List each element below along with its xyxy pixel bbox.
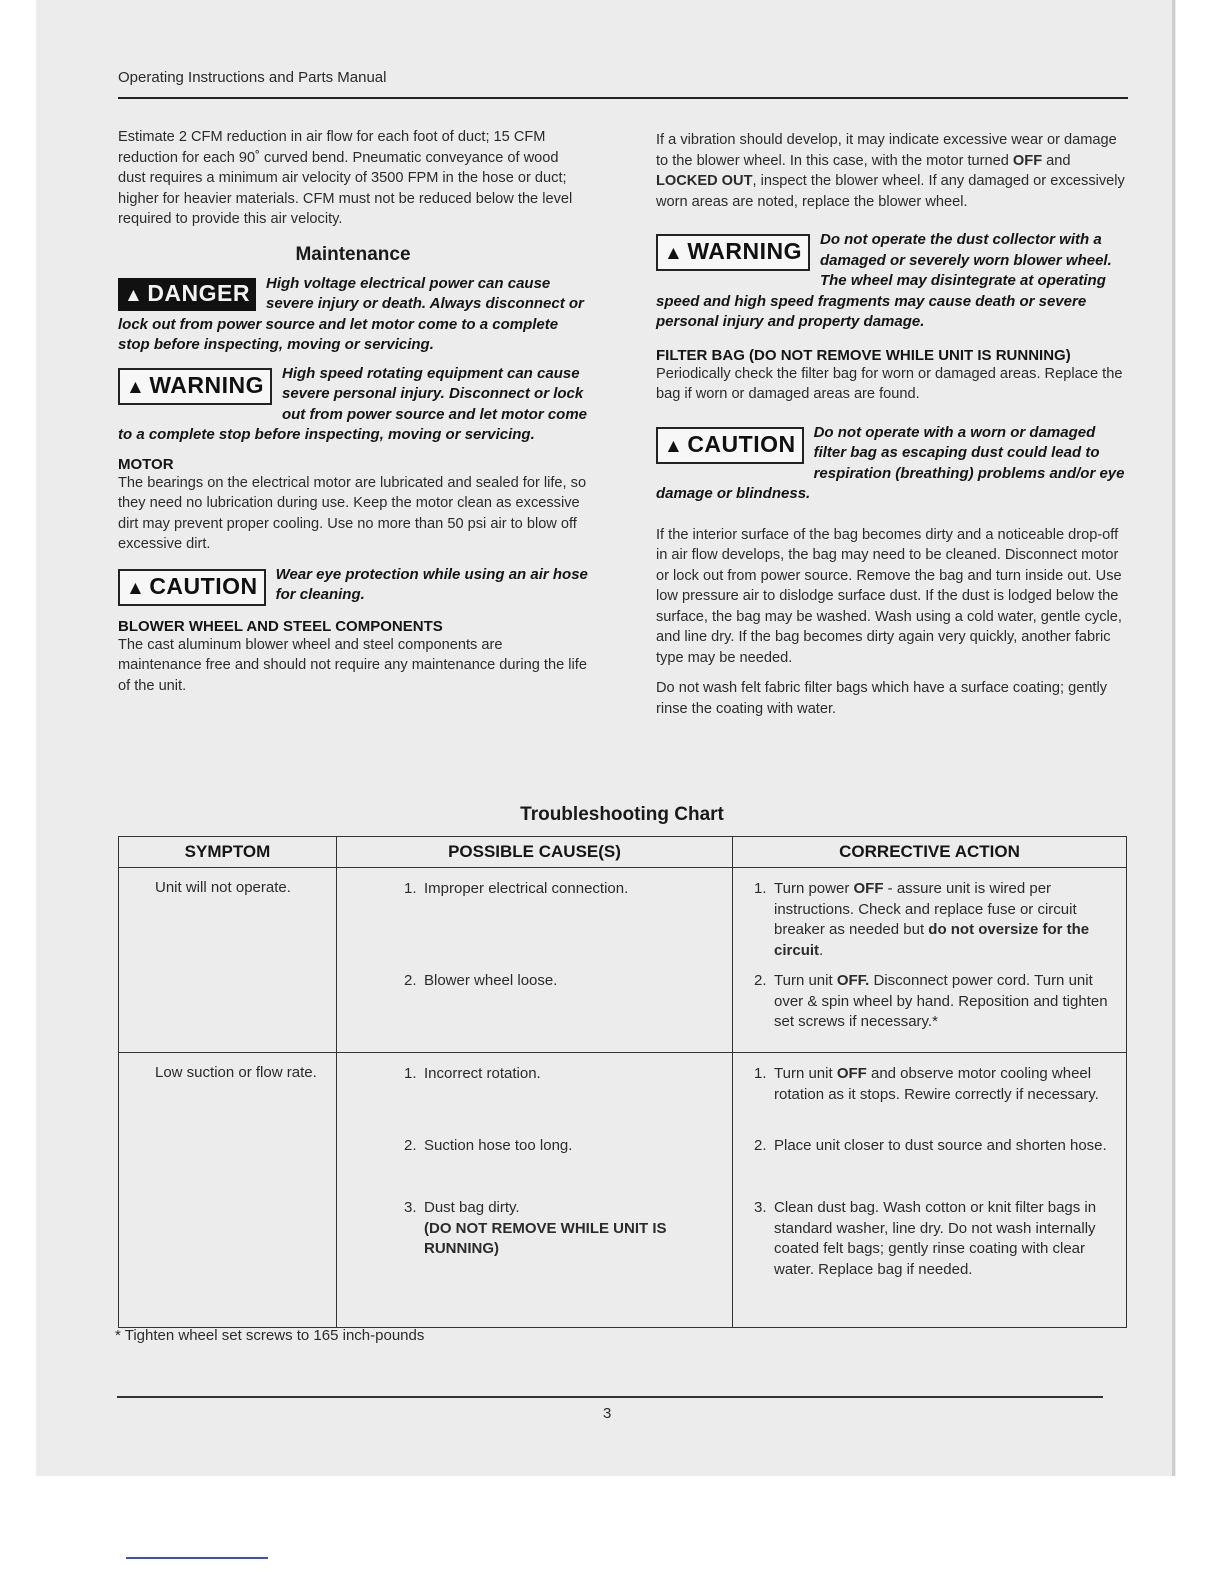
table-footnote: * Tighten wheel set screws to 165 inch-pounds xyxy=(115,1327,425,1344)
left-column xyxy=(118,127,588,706)
warning-notice xyxy=(118,364,588,446)
cause-cell xyxy=(337,868,733,1053)
list-item: 1. Turn unit OFF and observe motor cooling wheel rotation as it stops. Rewire correctly if necessary. xyxy=(754,1065,1099,1103)
list-item: 1. Turn power OFF - assure unit is wired per instructions. Check and replace fuse or circuit breaker as needed but do not oversize for the circuit. xyxy=(754,880,1090,959)
filter-bag-heading: FILTER BAG (DO NOT REMOVE WHILE UNIT IS RUNNING) xyxy=(656,346,1071,364)
caution-label: ▲ CAUTION xyxy=(118,569,266,606)
warning-triangle-icon: ▲ xyxy=(126,577,146,599)
filter-bag-paragraph: Periodically check the filter bag for worn or damaged areas. Replace the bag if worn or damaged areas are found. xyxy=(656,365,1123,402)
list-item: 1. Improper electrical connection. xyxy=(404,880,629,897)
duct-intro-paragraph: Estimate 2 CFM reduction in air flow for each foot of duct; 15 CFM reduction for each 90˚ curved bend. Pneumatic conveyance of wood dust requires a minimum air velocity of 3500 FPM in the hose or duct; higher for heavier materials. CFM must not be reduced below the level required to provide this air velocity. xyxy=(118,129,573,227)
symptom-header: SYMPTOM xyxy=(119,837,337,868)
warning-triangle-icon: ▲ xyxy=(664,435,684,457)
blower-heading: BLOWER WHEEL AND STEEL COMPONENTS xyxy=(118,617,443,635)
list-item: 1. Incorrect rotation. xyxy=(404,1065,541,1082)
caution-notice xyxy=(118,565,588,608)
blower-warning-text: Do not operate the dust collector with a damaged or severely worn blower wheel. The wheel may disintegrate at operating speed and high speed fragments may cause death or severe personal injury and property damage. xyxy=(656,231,1112,330)
header-divider xyxy=(118,97,1128,99)
maintenance-heading: Maintenance xyxy=(295,243,411,265)
right-column xyxy=(656,130,1126,729)
table-row xyxy=(119,868,1127,1053)
caution-text: Wear eye protection while using an air hose for cleaning. xyxy=(275,565,588,603)
cause-header: POSSIBLE CAUSE(S) xyxy=(337,837,733,868)
troubleshooting-title: Troubleshooting Chart xyxy=(520,804,724,825)
warning-label: ▲ WARNING xyxy=(656,234,810,271)
warning-triangle-icon: ▲ xyxy=(664,243,684,264)
caution-label: ▲ CAUTION xyxy=(656,427,804,464)
motor-heading: MOTOR xyxy=(118,455,174,473)
footer-divider xyxy=(117,1396,1103,1398)
warning-triangle-icon: ▲ xyxy=(126,376,146,398)
cause-cell xyxy=(337,1053,733,1328)
warning-triangle-icon: ▲ xyxy=(124,284,144,306)
vibration-paragraph: If a vibration should develop, it may indicate excessive wear or damage to the blower wheel. In this case, with the motor turned OFF and LOCKED OUT, inspect the blower wheel. If any damaged or excessively worn areas are noted, replace the blower wheel. xyxy=(656,132,1125,210)
table-row xyxy=(119,1053,1127,1328)
filter-caution-text: Do not operate with a worn or damaged filter bag as escaping dust could lead to respiration (breathing) problems and/or eye damage or blindness. xyxy=(656,423,1125,502)
list-item: 2. Turn unit OFF. Disconnect power cord. Turn unit over & spin wheel by hand. Reposition and tighten set screws if necessary.* xyxy=(754,972,1108,1030)
list-item: 2. Blower wheel loose. xyxy=(404,972,558,989)
danger-label: ▲ DANGER xyxy=(118,278,256,311)
warning-label: ▲ WARNING xyxy=(118,368,272,405)
felt-bag-paragraph: Do not wash felt fabric filter bags which have a surface coating; gently rinse the coating with water. xyxy=(656,680,1108,717)
page-number: 3 xyxy=(603,1405,612,1422)
list-item: 2. Suction hose too long. xyxy=(404,1137,573,1154)
troubleshooting-table xyxy=(118,836,1127,1328)
page-edge xyxy=(1172,0,1175,1476)
action-header: CORRECTIVE ACTION xyxy=(733,837,1127,868)
motor-paragraph: The bearings on the electrical motor are lubricated and sealed for life, so they need no lubrication during use. Keep the motor clean as excessive dirt may prevent proper cooling. Use no more than 50 psi air to blow off excessive dirt. xyxy=(118,474,587,552)
danger-text: High voltage electrical power can cause severe injury or death. Always disconnect or lock out from power source and let motor come to a complete stop before inspecting, moving or servicing. xyxy=(118,274,584,353)
table-header-row xyxy=(119,837,1127,868)
blower-warning-notice xyxy=(656,230,1126,333)
action-cell xyxy=(733,1053,1127,1328)
scan-artifact-line xyxy=(126,1557,268,1559)
list-item: 3. Dust bag dirty. (DO NOT REMOVE WHILE UNIT IS RUNNING) xyxy=(404,1199,667,1257)
list-item: 3. Clean dust bag. Wash cotton or knit filter bags in standard washer, line dry. Do not wash internally coated felt bags; gently rinse coating with clear water. Replace bag if needed. xyxy=(754,1199,1097,1278)
manual-header: Operating Instructions and Parts Manual xyxy=(118,69,387,86)
list-item: 2. Place unit closer to dust source and shorten hose. xyxy=(754,1137,1107,1154)
action-cell xyxy=(733,868,1127,1053)
bag-cleaning-paragraph: If the interior surface of the bag becomes dirty and a noticeable drop-off in air flow develops, the bag may need to be cleaned. Disconnect motor or lock out from power source. Remove the bag and turn inside out. Use low pressure air to dislodge surface dust. If the dust is lodged below the surface, the bag may be washed. Wash using a cold water, gentle cycle, and line dry. If the bag becomes dirty again very quickly, another fabric type may be needed. xyxy=(656,526,1122,666)
blower-paragraph: The cast aluminum blower wheel and steel components are maintenance free and should not require any maintenance during the life of the unit. xyxy=(118,636,587,694)
filter-caution-notice xyxy=(656,423,1126,505)
symptom-cell: Low suction or flow rate. xyxy=(119,1053,337,1328)
danger-notice xyxy=(118,274,588,356)
warning-text: High speed rotating equipment can cause severe personal injury. Disconnect or lock out from power source and let motor come to a complete stop before inspecting, moving or servicing. xyxy=(118,364,588,443)
symptom-cell: Unit will not operate. xyxy=(119,868,337,1053)
